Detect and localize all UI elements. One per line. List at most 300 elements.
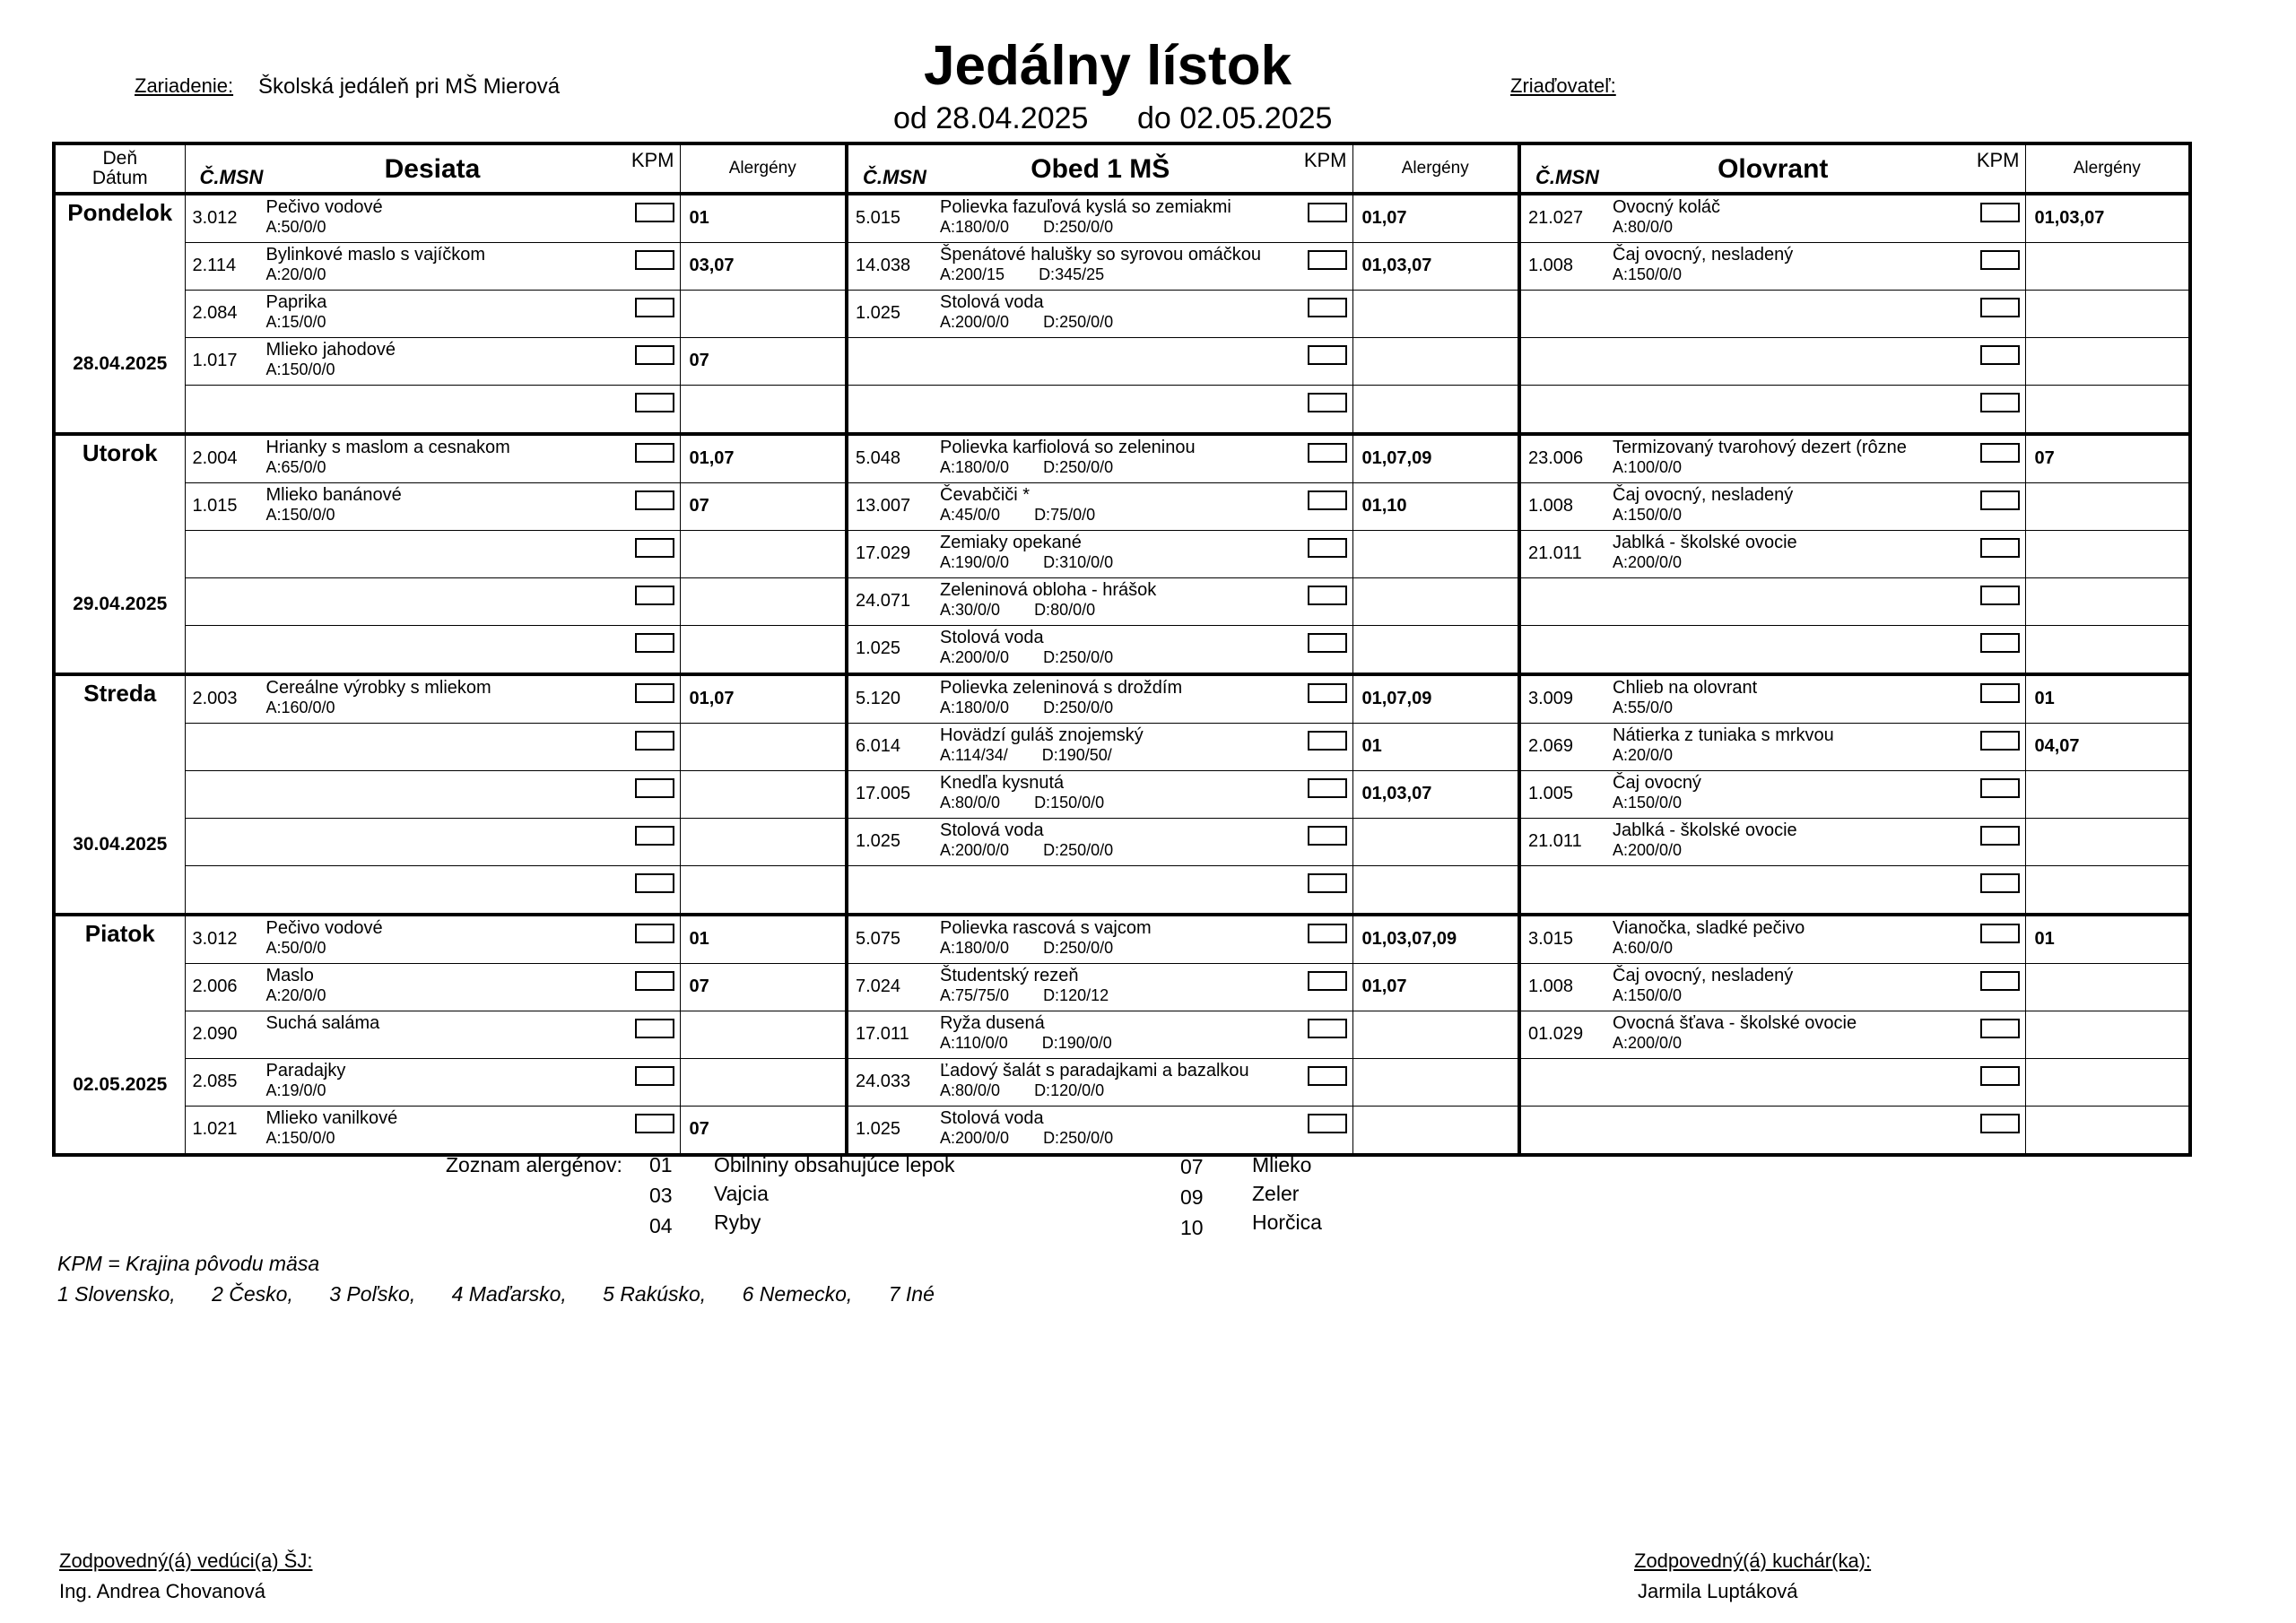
meal-cell (847, 866, 1352, 916)
meal-code: 2.003 (192, 689, 238, 708)
allergen-cell (680, 866, 847, 916)
day-cell (54, 915, 185, 1155)
kpm-box (1980, 1019, 2020, 1038)
portion-a: A:20/0/0 (265, 986, 326, 1004)
table-row (54, 866, 2190, 916)
kpm-box (1308, 393, 1347, 412)
allergen-codes: 03,07 (689, 256, 735, 275)
table-row (54, 964, 2190, 1011)
kpm-box (635, 203, 674, 222)
section-title: Obed 1 MŠ (1031, 154, 1170, 184)
meal-portion (940, 218, 1113, 237)
day-date: 30.04.2025 (73, 834, 168, 855)
kpm-box (1980, 345, 2020, 365)
allergen-codes (681, 724, 846, 736)
kpm-country: 3 Poľsko, (329, 1282, 416, 1306)
table-row (54, 819, 2190, 866)
allergen-cell (1352, 483, 1519, 531)
allergen-code: 10 (1180, 1216, 1204, 1239)
kpm-box (1308, 586, 1347, 605)
portion-d: D:190/0/0 (1041, 1034, 1112, 1052)
table-row (54, 1059, 2190, 1107)
portion-a: A:100/0/0 (1613, 458, 1683, 476)
meal-cell (185, 819, 680, 866)
portion-a: A:150/0/0 (1613, 794, 1683, 812)
portion-a: A:150/0/0 (1613, 265, 1683, 283)
meal-portion (266, 313, 326, 332)
meal-cell (1519, 291, 2025, 338)
kpm-box (635, 778, 674, 798)
allergen-codes (2026, 626, 2189, 638)
allergen-codes (681, 531, 846, 543)
meal-name: Paprika (265, 292, 327, 312)
allergen-cell (2025, 674, 2190, 724)
meal-portion (1613, 553, 1682, 572)
meal-code: 24.071 (856, 591, 911, 611)
allergen-cell (680, 1011, 847, 1059)
menu-table (52, 142, 2192, 1157)
kpm-box (635, 490, 674, 510)
kpm-box (1308, 826, 1347, 846)
kpm-box (1308, 971, 1347, 991)
kpm-note: KPM = Krajina pôvodu mäsa (57, 1252, 320, 1275)
meal-code: 1.025 (856, 1119, 901, 1139)
table-row (54, 243, 2190, 291)
allergen-cell (680, 1107, 847, 1156)
meal-cell (847, 724, 1352, 771)
kpm-box (1980, 971, 2020, 991)
meal-name: Chlieb na olovrant (1613, 678, 1758, 698)
meal-cell (185, 243, 680, 291)
meal-portion (940, 1129, 1113, 1148)
kpm-box (635, 586, 674, 605)
allergen-codes (2026, 338, 2189, 351)
allergen-codes (1353, 338, 1518, 351)
day-cell (54, 674, 185, 915)
portion-a: A:65/0/0 (265, 458, 326, 476)
kpm-box (635, 1019, 674, 1038)
meal-name: Jablká - školské ovocie (1613, 533, 1797, 552)
allergens-header: Alergény (680, 143, 847, 194)
meal-cell (185, 866, 680, 916)
allergen-cell (2025, 578, 2190, 626)
kpm-header: KPM (1303, 149, 1347, 171)
meal-cell (185, 1059, 680, 1107)
table-row (54, 483, 2190, 531)
kpm-box (1308, 250, 1347, 270)
cmsn-header: Č.MSN (199, 166, 264, 188)
portion-d: D:120/12 (1043, 986, 1109, 1004)
allergen-cell (1352, 771, 1519, 819)
meal-cell (1519, 243, 2025, 291)
allergen-cell (2025, 194, 2190, 243)
meal-portion (940, 458, 1113, 477)
allergen-cell (680, 531, 847, 578)
allergen-cell (680, 243, 847, 291)
meal-name: Stolová voda (940, 1108, 1044, 1128)
meal-portion (940, 1081, 1104, 1100)
meal-code: 3.012 (192, 929, 238, 949)
meal-name: Čevabčiči * (940, 485, 1031, 505)
allergen-cell (2025, 915, 2190, 964)
table-row (54, 626, 2190, 675)
table-header-row (54, 143, 2190, 194)
meal-code: 2.090 (192, 1024, 238, 1044)
allergen-cell (2025, 771, 2190, 819)
table-row (54, 1107, 2190, 1156)
portion-d: D:250/0/0 (1043, 841, 1114, 859)
cmsn-header: Č.MSN (1535, 166, 1599, 188)
portion-d: D:310/0/0 (1043, 553, 1114, 571)
meal-cell (185, 483, 680, 531)
allergen-codes (2026, 964, 2189, 976)
allergen-cell (2025, 626, 2190, 675)
meal-portion (940, 506, 1095, 525)
meal-cell (847, 1059, 1352, 1107)
allergen-codes: 01,03,07,09 (1361, 929, 1457, 949)
kpm-box (1980, 826, 2020, 846)
allergen-cell (1352, 964, 1519, 1011)
table-row (54, 338, 2190, 386)
portion-d: D:250/0/0 (1043, 1129, 1114, 1147)
allergen-codes (2026, 243, 2189, 256)
meal-code: 5.048 (856, 448, 901, 468)
allergen-cell (680, 674, 847, 724)
meal-code: 1.008 (1528, 496, 1574, 516)
day-name: Streda (83, 680, 157, 707)
table-row (54, 771, 2190, 819)
meal-portion (266, 360, 335, 379)
allergen-codes: 07 (689, 351, 709, 370)
meal-cell (185, 724, 680, 771)
allergen-cell (2025, 1059, 2190, 1107)
meal-cell (185, 434, 680, 483)
allergen-name: Mlieko (1252, 1153, 1312, 1176)
portion-a: A:200/0/0 (940, 648, 1010, 666)
allergen-codes: 01,07,09 (1361, 689, 1432, 708)
day-header-label: Deň (102, 148, 138, 169)
meal-cell (1519, 819, 2025, 866)
meal-cell (185, 1011, 680, 1059)
meal-cell (1519, 338, 2025, 386)
meal-name: Hovädzí guláš znojemský (940, 725, 1144, 745)
portion-d: D:250/0/0 (1043, 699, 1114, 716)
table-row (54, 434, 2190, 483)
meal-code: 21.011 (1528, 831, 1582, 851)
allergen-codes (1353, 386, 1518, 398)
allergen-cell (680, 338, 847, 386)
section-header-olovrant (1519, 143, 2025, 194)
meal-portion (1613, 841, 1682, 860)
portion-a: A:80/0/0 (940, 794, 1001, 812)
allergen-codes: 01,07,09 (1361, 448, 1432, 468)
portion-a: A:80/0/0 (940, 1081, 1001, 1099)
kpm-box (635, 250, 674, 270)
meal-cell (185, 386, 680, 435)
meal-code: 1.008 (1528, 976, 1574, 996)
meal-code: 3.012 (192, 208, 238, 228)
portion-a: A:20/0/0 (1613, 746, 1674, 764)
meal-name: Vianočka, sladké pečivo (1613, 918, 1805, 938)
portion-a: A:60/0/0 (1613, 939, 1674, 957)
allergen-codes (1353, 1011, 1518, 1024)
meal-cell (1519, 483, 2025, 531)
meal-code: 1.021 (192, 1119, 238, 1139)
portion-a: A:200/15 (940, 265, 1005, 283)
portion-a: A:55/0/0 (1613, 699, 1674, 716)
meal-code: 5.120 (856, 689, 901, 708)
meal-name: Ryža dusená (940, 1013, 1045, 1033)
allergen-cell (680, 194, 847, 243)
meal-cell (847, 1107, 1352, 1156)
meal-cell (1519, 771, 2025, 819)
allergen-name: Ryby (714, 1211, 761, 1234)
allergen-cell (2025, 866, 2190, 916)
allergen-codes: 01,07 (689, 448, 735, 468)
meal-portion (940, 939, 1113, 958)
allergen-cell (680, 483, 847, 531)
meal-portion (1613, 939, 1673, 958)
portion-a: A:45/0/0 (940, 506, 1001, 524)
kpm-header: KPM (631, 149, 674, 171)
allergen-cell (2025, 338, 2190, 386)
meal-cell (1519, 531, 2025, 578)
meal-name: Hrianky s maslom a cesnakom (265, 438, 510, 457)
cook-name: Jarmila Luptáková (1638, 1580, 1798, 1602)
kpm-box (1308, 873, 1347, 893)
portion-a: A:75/75/0 (940, 986, 1010, 1004)
meal-cell (1519, 386, 2025, 435)
allergen-codes: 04,07 (2034, 736, 2080, 756)
day-date-header (54, 143, 185, 194)
meal-name: Polievka karfiolová so zeleninou (940, 438, 1196, 457)
meal-name: Polievka fazuľová kyslá so zemiakmi (940, 197, 1231, 217)
allergen-cell (680, 291, 847, 338)
meal-cell (185, 964, 680, 1011)
meal-portion (940, 841, 1113, 860)
meal-code: 1.025 (856, 303, 901, 323)
table-row (54, 724, 2190, 771)
kpm-box (1308, 924, 1347, 943)
meal-name: Cereálne výrobky s mliekom (265, 678, 491, 698)
kpm-box (1980, 538, 2020, 558)
allergen-cell (680, 1059, 847, 1107)
allergen-codes: 01,07 (1361, 208, 1407, 228)
allergen-codes (2026, 1011, 2189, 1024)
page-title: Jedálny lístok (924, 35, 1292, 97)
allergen-codes (2026, 386, 2189, 398)
meal-cell (847, 1011, 1352, 1059)
kpm-box (635, 538, 674, 558)
portion-a: A:190/0/0 (940, 553, 1010, 571)
allergen-code: 03 (649, 1184, 673, 1207)
meal-portion (940, 313, 1113, 332)
allergen-codes: 01,03,07 (2034, 208, 2105, 228)
table-row (54, 915, 2190, 964)
allergen-cell (680, 771, 847, 819)
allergen-codes (1353, 626, 1518, 638)
meal-code: 3.015 (1528, 929, 1574, 949)
meal-cell (185, 674, 680, 724)
kpm-box (635, 731, 674, 751)
portion-d: D:120/0/0 (1034, 1081, 1105, 1099)
meal-name: Mlieko jahodové (265, 340, 396, 360)
meal-portion (940, 265, 1104, 284)
meal-code: 2.085 (192, 1072, 238, 1091)
allergen-cell (2025, 531, 2190, 578)
kpm-box (1308, 1019, 1347, 1038)
meal-portion (1613, 794, 1682, 812)
table-row (54, 674, 2190, 724)
kpm-box (635, 1066, 674, 1086)
meal-name: Maslo (265, 966, 314, 985)
day-cell (54, 434, 185, 674)
meal-portion (1613, 699, 1673, 717)
allergen-codes (2026, 1059, 2189, 1072)
allergen-cell (1352, 531, 1519, 578)
meal-name: Zemiaky opekané (940, 533, 1082, 552)
meal-portion (940, 648, 1113, 667)
allergen-codes: 01,10 (1361, 496, 1407, 516)
meal-code: 1.017 (192, 351, 238, 370)
kpm-box (1980, 250, 2020, 270)
allergen-cell (680, 819, 847, 866)
meal-code: 7.024 (856, 976, 901, 996)
portion-d: D:250/0/0 (1043, 313, 1114, 331)
table-row (54, 386, 2190, 435)
kpm-box (1980, 443, 2020, 463)
allergen-cell (2025, 386, 2190, 435)
meal-portion (940, 601, 1095, 620)
allergen-codes (1353, 866, 1518, 879)
kpm-box (1308, 683, 1347, 703)
allergen-cell (1352, 626, 1519, 675)
kpm-box (1980, 203, 2020, 222)
meal-cell (847, 915, 1352, 964)
kpm-box (1980, 586, 2020, 605)
meal-cell (1519, 1107, 2025, 1156)
meal-cell (1519, 1059, 2025, 1107)
allergen-codes (681, 626, 846, 638)
meal-portion (266, 506, 335, 525)
meal-cell (847, 819, 1352, 866)
day-name: Utorok (82, 439, 158, 466)
meal-cell (847, 338, 1352, 386)
meal-name: Polievka rascová s vajcom (940, 918, 1152, 938)
allergen-codes (681, 1059, 846, 1072)
portion-a: A:19/0/0 (265, 1081, 326, 1099)
allergen-codes (681, 291, 846, 303)
meal-cell (847, 578, 1352, 626)
section-title: Olovrant (1718, 154, 1829, 184)
allergen-code: 04 (649, 1214, 673, 1237)
meal-portion (1613, 218, 1673, 237)
meal-name: Nátierka z tuniaka s mrkvou (1613, 725, 1834, 745)
kpm-box (1308, 731, 1347, 751)
day-date: 28.04.2025 (73, 353, 168, 374)
meal-name: Špenátové halušky so syrovou omáčkou (940, 245, 1261, 265)
meal-cell (847, 674, 1352, 724)
meal-cell (847, 964, 1352, 1011)
meal-code: 2.069 (1528, 736, 1574, 756)
portion-a: A:200/0/0 (1613, 553, 1683, 571)
portion-a: A:160/0/0 (265, 699, 335, 716)
date-header-label: Dátum (91, 168, 148, 188)
allergen-cell (1352, 434, 1519, 483)
allergen-cell (680, 578, 847, 626)
meal-cell (185, 338, 680, 386)
portion-d: D:75/0/0 (1034, 506, 1096, 524)
allergen-cell (1352, 866, 1519, 916)
allergen-cell (1352, 338, 1519, 386)
allergen-cell (1352, 386, 1519, 435)
allergen-codes (681, 819, 846, 831)
kpm-box (635, 873, 674, 893)
meal-name: Termizovaný tvarohový dezert (rôzne (1613, 438, 1907, 457)
meal-portion (266, 218, 326, 237)
portion-a: A:200/0/0 (940, 1129, 1010, 1147)
allergen-cell (680, 915, 847, 964)
kpm-box (1308, 298, 1347, 317)
meal-name: Stolová voda (940, 292, 1044, 312)
portion-d: D:345/25 (1039, 265, 1105, 283)
meal-cell (1519, 915, 2025, 964)
facility-value: Školská jedáleň pri MŠ Mierová (258, 74, 561, 99)
allergen-codes (1353, 819, 1518, 831)
allergen-codes: 07 (689, 1119, 709, 1139)
allergen-codes (1353, 291, 1518, 303)
portion-a: A:150/0/0 (1613, 506, 1683, 524)
meal-name: Bylinkové maslo s vajíčkom (265, 245, 486, 265)
allergen-cell (1352, 1107, 1519, 1156)
meal-portion (266, 699, 335, 717)
kpm-box (1308, 538, 1347, 558)
allergen-codes (1353, 1107, 1518, 1119)
cmsn-header: Č.MSN (863, 166, 926, 188)
meal-code: 17.005 (856, 784, 911, 803)
allergen-codes (2026, 866, 2189, 879)
allergen-code: 09 (1180, 1185, 1204, 1209)
portion-a: A:200/0/0 (940, 841, 1010, 859)
allergen-cell (2025, 724, 2190, 771)
meal-code: 6.014 (856, 736, 901, 756)
portion-a: A:114/34/ (940, 746, 1008, 764)
meal-cell (1519, 964, 2025, 1011)
day-date: 02.05.2025 (73, 1074, 168, 1095)
meal-cell (847, 386, 1352, 435)
allergen-codes: 01,07 (1361, 976, 1407, 996)
allergen-legend-label: Zoznam alergénov: (446, 1153, 622, 1176)
day-date: 29.04.2025 (73, 594, 168, 614)
allergen-codes (1353, 578, 1518, 591)
meal-portion (266, 1129, 335, 1148)
allergen-cell (1352, 194, 1519, 243)
allergen-cell (1352, 724, 1519, 771)
allergen-codes (1353, 1059, 1518, 1072)
meal-name: Pečivo vodové (265, 197, 383, 217)
day-cell (54, 194, 185, 434)
meal-cell (847, 434, 1352, 483)
meal-portion (266, 458, 326, 477)
allergen-codes: 01,07 (689, 689, 735, 708)
portion-a: A:20/0/0 (265, 265, 326, 283)
kpm-box (1980, 490, 2020, 510)
meal-code: 14.038 (856, 256, 911, 275)
allergen-cell (1352, 674, 1519, 724)
day-name: Piatok (84, 920, 155, 947)
kpm-box (635, 924, 674, 943)
meal-code: 21.011 (1528, 543, 1582, 563)
